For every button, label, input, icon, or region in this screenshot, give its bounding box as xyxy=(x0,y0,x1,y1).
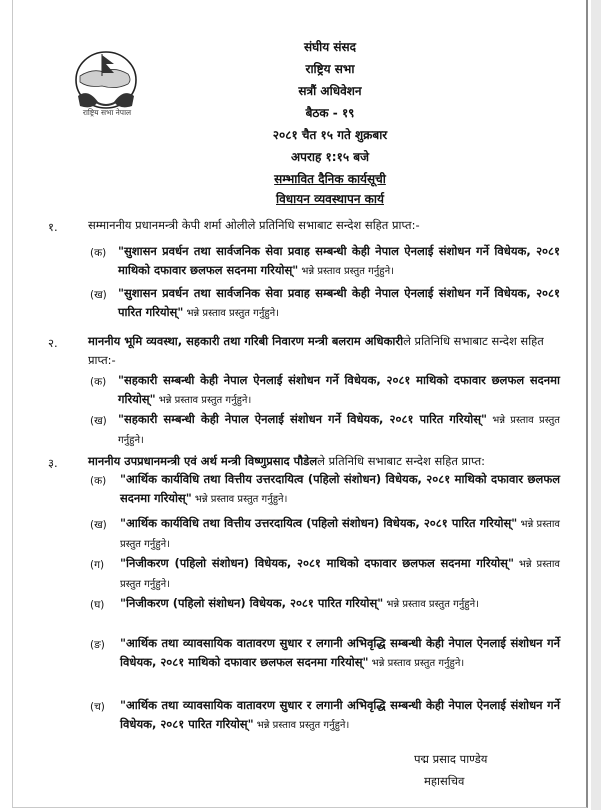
item-3d-text xyxy=(120,594,560,614)
item-2a-text xyxy=(118,371,560,410)
item-2a-title: "सहकारी सम्बन्धी केही नेपाल ऐनलाई संशोधन गर्ने विधेयक, २०८१ माथिको दफावार छलफल सदनमा गरियोस्" xyxy=(118,373,560,406)
item-3e-text xyxy=(120,634,560,673)
item-3a-text xyxy=(120,470,560,509)
item-1-number: १. xyxy=(48,220,58,234)
item-3b-label: (ख) xyxy=(90,519,107,531)
item-2-text xyxy=(88,332,558,370)
item-3b-tail: भन्ने प्रस्ताव प्रस्तुत गर्नुहुने। xyxy=(120,519,560,550)
item-3e-tail: भन्ने प्रस्ताव प्रस्तुत गर्नुहुने। xyxy=(368,658,465,669)
item-3-number: ३. xyxy=(48,456,58,470)
item-3a-tail: भन्ने प्रस्ताव प्रस्तुत गर्नुहुने। xyxy=(191,494,288,505)
item-3d-label: (घ) xyxy=(90,599,105,611)
item-2-minister: माननीय भूमि व्यवस्था, सहकारी तथा गरिबी निवारण मन्त्री बलराम अधिकारी xyxy=(88,334,404,348)
logo-caption: राष्ट्रिय सभा नेपाल xyxy=(82,108,132,117)
signatory-name: पद्म प्रसाद पाण्डेय xyxy=(414,752,488,766)
item-3c-title: "निजीकरण (पहिलो संशोधन) विधेयक, २०८१ माथिको दफावार छलफल सदनमा गरियोस्" xyxy=(120,556,514,570)
header-line-6: अपराह १:१५ बजे xyxy=(290,150,369,164)
item-1b-text xyxy=(118,284,560,323)
item-3-minister: माननीय उपप्रधानमन्त्री एवं अर्थ मन्त्री विष्णुप्रसाद पौडेल xyxy=(88,454,318,468)
item-3a-title: "आर्थिक कार्यविधि तथा वित्तीय उत्तरदायित्व (पहिलो संशोधन) विधेयक, २०८१ माथिको दफावार छलफल सदनमा गरियोस्" xyxy=(120,472,560,505)
signatory-title: महासचिव xyxy=(424,774,465,788)
item-1b-title: "सुशासन प्रवर्धन तथा सार्वजनिक सेवा प्रवाह सम्बन्धी केही नेपाल ऐनलाई संशोधन गर्ने विधेयक, २०८१ पारित गरियोस्" xyxy=(118,286,560,319)
item-2a-label: (क) xyxy=(90,376,107,388)
item-2b-title: "सहकारी सम्बन्धी केही नेपाल ऐनलाई संशोधन गर्ने विधेयक, २०८१ पारित गरियोस्" xyxy=(118,412,487,426)
item-3f-label: (च) xyxy=(90,701,105,713)
item-3c-text xyxy=(120,554,560,594)
item-3e-title: "आर्थिक तथा व्यावसायिक वातावरण सुधार र लगानी अभिवृद्धि सम्बन्धी केही नेपाल ऐनलाई संशोधन गर्ने विधेयक, २०८१ माथिको दफावार छलफल सदनमा गरियोस्" xyxy=(120,636,560,669)
item-2b-label: (ख) xyxy=(90,415,107,427)
item-1a-label: (क) xyxy=(90,247,107,259)
header-line-8: विधायन व्यवस्थापन कार्य xyxy=(276,192,384,206)
item-2-number: २. xyxy=(48,336,58,350)
item-3a-label: (क) xyxy=(90,475,107,487)
header-line-3: सत्रौं अधिवेशन xyxy=(298,84,362,98)
item-3b-text xyxy=(120,514,560,554)
item-3f-text xyxy=(120,696,560,735)
header-line-5: २०८१ चैत १५ गते शुक्रबार xyxy=(272,128,388,142)
header-line-2: राष्ट्रिय सभा xyxy=(305,62,355,76)
item-3d-tail: भन्ने प्रस्ताव प्रस्तुत गर्नुहुने। xyxy=(383,599,479,610)
item-3-text xyxy=(88,452,558,471)
item-1a-title: "सुशासन प्रवर्धन तथा सार्वजनिक सेवा प्रवाह सम्बन्धी केही नेपाल ऐनलाई संशोधन गर्ने विधेयक, २०८१ माथिको दफावार छलफल सदनमा गरियोस्" xyxy=(118,244,560,277)
viewer-margin xyxy=(591,0,601,810)
item-1-text: सम्माननीय प्रधानमन्त्री केपी शर्मा ओलीले प्रतिनिधि सभाबाट सन्देश सहित प्राप्त:- xyxy=(88,218,420,232)
item-3f-tail: भन्ने प्रस्ताव प्रस्तुत गर्नुहुने। xyxy=(253,720,350,731)
item-3c-tail: भन्ने प्रस्ताव प्रस्तुत गर्नुहुने। xyxy=(120,559,560,590)
item-3e-label: (ङ) xyxy=(90,639,105,651)
item-2-text-tail: ले प्रतिनिधि सभाबाट सन्देश सहित प्राप्त:- xyxy=(88,334,544,367)
header-line-7: सम्भावित दैनिक कार्यसूची xyxy=(274,172,386,186)
item-1b-tail: भन्ने प्रस्ताव प्रस्तुत गर्नुहुने। xyxy=(183,308,280,319)
item-3b-title: "आर्थिक कार्यविधि तथा वित्तीय उत्तरदायित्व (पहिलो संशोधन) विधेयक, २०८१ पारित गरियोस्" xyxy=(120,516,518,530)
item-3c-label: (ग) xyxy=(90,559,105,571)
header-line-4: बैठक - १९ xyxy=(305,106,355,120)
header-line-1: संघीय संसद xyxy=(303,40,357,54)
item-3f-title: "आर्थिक तथा व्यावसायिक वातावरण सुधार र लगानी अभिवृद्धि सम्बन्धी केही नेपाल ऐनलाई संशोधन गर्ने विधेयक, २०८१ पारित गरियोस्" xyxy=(120,698,560,731)
item-2b-tail: भन्ने प्रस्ताव प्रस्तुत गर्नुहुने। xyxy=(118,415,560,446)
item-1b-label: (ख) xyxy=(90,289,107,301)
item-2b-text xyxy=(118,410,560,450)
item-1a-text xyxy=(118,242,560,281)
item-3d-title: "निजीकरण (पहिलो संशोधन) विधेयक, २०८१ पारित गरियोस्" xyxy=(120,596,384,610)
item-3-text-tail: ले प्रतिनिधि सभाबाट सन्देश सहित प्राप्त: xyxy=(317,454,486,468)
item-2a-tail: भन्ने प्रस्ताव प्रस्तुत गर्नुहुने। xyxy=(155,395,252,406)
item-1a-tail: भन्ने प्रस्ताव प्रस्तुत गर्नुहुने। xyxy=(298,266,394,277)
